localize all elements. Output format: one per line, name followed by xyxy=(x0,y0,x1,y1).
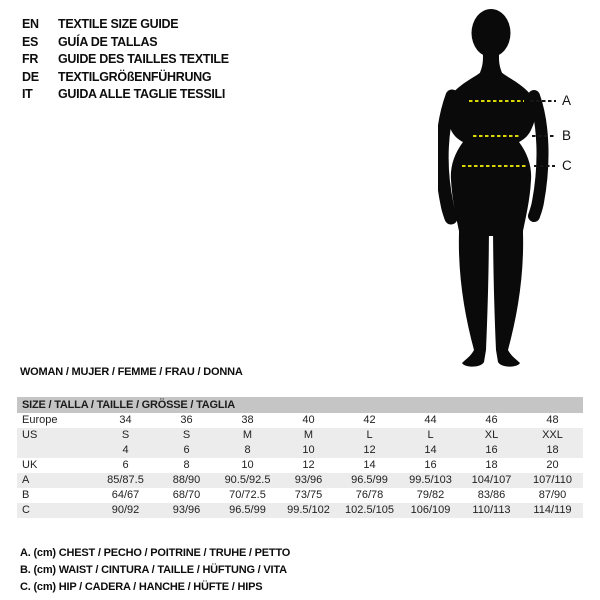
table-cell: 90/92 xyxy=(111,504,140,516)
table-cell: 106/109 xyxy=(410,504,451,516)
table-cell: 20 xyxy=(546,459,559,471)
table-row-waist xyxy=(17,488,583,503)
table-cell: 93/96 xyxy=(294,474,323,486)
waist-leader-line xyxy=(532,135,555,137)
row-label: A xyxy=(22,474,30,486)
table-cell: 83/86 xyxy=(477,489,506,501)
table-cell: 8 xyxy=(183,459,190,471)
table-cell: 6 xyxy=(183,444,190,456)
table-row-europe xyxy=(17,413,583,428)
table-row-us-letter xyxy=(17,428,583,443)
table-cell: 68/70 xyxy=(172,489,201,501)
table-cell: 44 xyxy=(424,414,437,426)
table-cell: 90.5/92.5 xyxy=(224,474,271,486)
table-cell: 64/67 xyxy=(111,489,140,501)
table-cell: 42 xyxy=(363,414,376,426)
table-cell: S xyxy=(121,429,130,441)
table-cell: 6 xyxy=(122,459,129,471)
table-cell: 4 xyxy=(122,444,129,456)
row-label: Europe xyxy=(22,414,58,426)
legend-waist: B. (cm) WAIST / CINTURA / TAILLE / HÜFTUNG / VITA xyxy=(20,564,287,576)
table-cell: 99.5/103 xyxy=(409,474,452,486)
woman-silhouette xyxy=(438,4,550,370)
table-cell: 16 xyxy=(424,459,437,471)
table-cell: L xyxy=(366,429,373,441)
chest-measure-line xyxy=(469,100,524,102)
row-label: B xyxy=(22,489,30,501)
table-cell: 99.5/102 xyxy=(287,504,330,516)
table-cell: 85/87.5 xyxy=(107,474,144,486)
table-cell: 73/75 xyxy=(294,489,323,501)
hip-measure-line xyxy=(462,165,526,167)
marker-label-c: C xyxy=(562,158,572,173)
language-code: ES xyxy=(22,34,39,49)
table-cell: 12 xyxy=(302,459,315,471)
chest-leader-line xyxy=(530,100,556,102)
table-cell: S xyxy=(182,429,191,441)
table-cell: 114/119 xyxy=(533,504,572,516)
table-cell: XL xyxy=(484,429,499,441)
table-cell: 87/90 xyxy=(538,489,567,501)
table-row-us-number xyxy=(17,443,583,458)
table-cell: 96.5/99 xyxy=(351,474,388,486)
table-cell: 12 xyxy=(363,444,376,456)
table-cell: L xyxy=(427,429,434,441)
table-cell: 14 xyxy=(363,459,376,471)
table-row-uk xyxy=(17,458,583,473)
guide-title-de: TEXTILGRÖßENFÜHRUNG xyxy=(58,69,212,84)
table-cell: 96.5/99 xyxy=(229,504,266,516)
marker-label-a: A xyxy=(562,93,572,108)
row-label: UK xyxy=(22,459,38,471)
table-cell: 18 xyxy=(485,459,498,471)
table-cell: 107/110 xyxy=(533,474,572,486)
measurement-legend xyxy=(20,545,290,596)
table-cell: 110/113 xyxy=(472,504,511,516)
table-cell: 16 xyxy=(485,444,498,456)
hip-leader-line xyxy=(534,165,555,167)
table-cell: 104/107 xyxy=(471,474,512,486)
size-table xyxy=(17,397,583,518)
table-cell: 18 xyxy=(546,444,559,456)
table-cell: 102.5/105 xyxy=(345,504,394,516)
table-row-chest xyxy=(17,473,583,488)
table-cell: 10 xyxy=(241,459,254,471)
guide-title-fr: GUIDE DES TAILLES TEXTILE xyxy=(58,52,229,66)
table-cell: 70/72.5 xyxy=(229,489,266,501)
row-label: US xyxy=(22,429,38,441)
table-row-hip xyxy=(17,503,583,518)
table-cell: 76/78 xyxy=(355,489,384,501)
section-title: WOMAN / MUJER / FEMME / FRAU / DONNA xyxy=(20,366,243,378)
table-cell: M xyxy=(303,429,314,441)
table-cell: 79/82 xyxy=(416,489,445,501)
table-cell: 93/96 xyxy=(172,504,201,516)
marker-label-b: B xyxy=(562,128,572,143)
table-cell: 36 xyxy=(180,414,193,426)
row-label xyxy=(17,443,95,458)
table-cell: M xyxy=(242,429,253,441)
size-table-header: SIZE / TALLA / TAILLE / GRÖSSE / TAGLIA xyxy=(17,397,583,413)
language-code: DE xyxy=(22,69,39,84)
table-cell: 46 xyxy=(485,414,498,426)
language-code: EN xyxy=(22,17,39,31)
table-cell: 38 xyxy=(241,414,254,426)
table-cell: 10 xyxy=(302,444,315,456)
table-cell: XXL xyxy=(542,429,563,441)
language-code: IT xyxy=(22,87,33,101)
table-cell: 88/90 xyxy=(172,474,201,486)
table-cell: 14 xyxy=(424,444,437,456)
legend-hip: C. (cm) HIP / CADERA / HANCHE / HÜFTE / HIPS xyxy=(20,581,263,593)
row-label: C xyxy=(22,504,30,516)
waist-measure-line xyxy=(473,135,520,137)
legend-chest: A. (cm) CHEST / PECHO / POITRINE / TRUHE / PETTO xyxy=(20,547,291,559)
guide-title-it: GUIDA ALLE TAGLIE TESSILI xyxy=(58,87,226,101)
guide-title-en: TEXTILE SIZE GUIDE xyxy=(58,17,179,31)
language-code: FR xyxy=(22,52,39,66)
table-cell: 34 xyxy=(119,414,132,426)
table-cell: 40 xyxy=(302,414,315,426)
guide-title-es: GUÍA DE TALLAS xyxy=(58,34,158,49)
table-cell: 48 xyxy=(546,414,559,426)
table-cell: 8 xyxy=(244,444,251,456)
